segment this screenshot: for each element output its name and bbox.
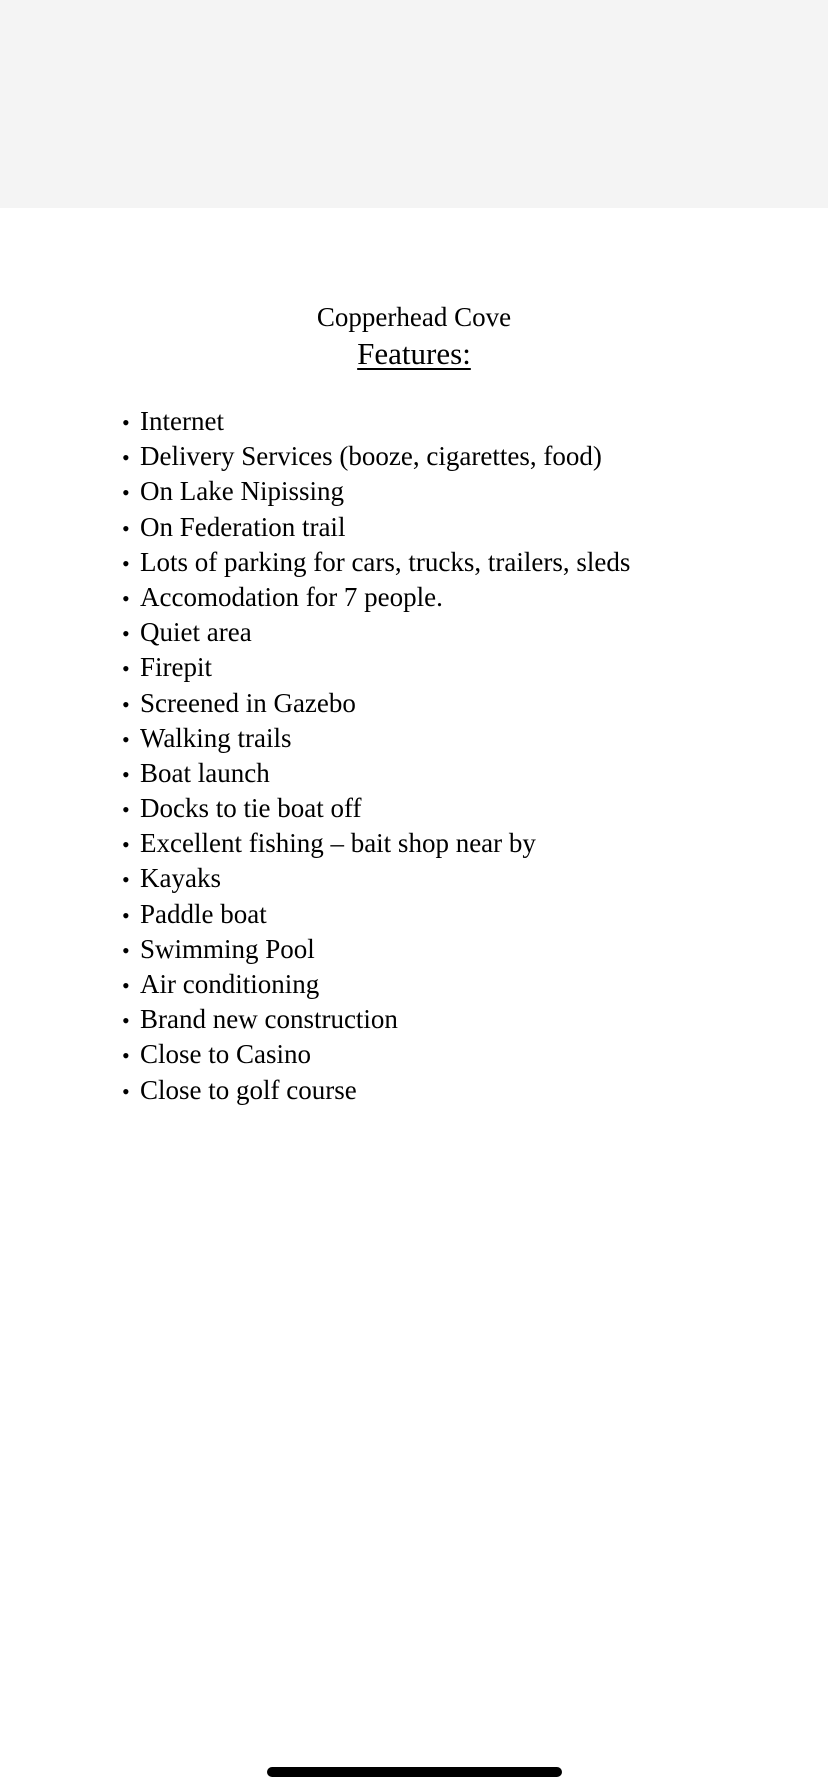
feature-item bbox=[122, 439, 630, 474]
feature-list bbox=[122, 404, 630, 1108]
bullet-icon: • bbox=[122, 515, 130, 541]
feature-label: Quiet area bbox=[140, 617, 252, 648]
feature-item bbox=[122, 404, 630, 439]
feature-item bbox=[122, 510, 630, 545]
feature-label: On Federation trail bbox=[140, 511, 346, 542]
bullet-icon: • bbox=[122, 797, 130, 823]
feature-item bbox=[122, 1002, 630, 1037]
bullet-icon: • bbox=[122, 445, 130, 471]
feature-item bbox=[122, 897, 630, 932]
feature-label: Lots of parking for cars, trucks, trailers, sleds bbox=[140, 546, 631, 577]
feature-label: Accomodation for 7 people. bbox=[140, 581, 443, 612]
bullet-icon: • bbox=[122, 656, 130, 682]
feature-item bbox=[122, 861, 630, 896]
bullet-icon: • bbox=[122, 867, 130, 893]
feature-item bbox=[122, 580, 630, 615]
feature-label: Delivery Services (booze, cigarettes, food) bbox=[140, 441, 602, 472]
feature-label: Screened in Gazebo bbox=[140, 687, 356, 718]
feature-label: Brand new construction bbox=[140, 1004, 398, 1035]
feature-item bbox=[122, 721, 630, 756]
feature-label: Kayaks bbox=[140, 863, 221, 894]
feature-item bbox=[122, 967, 630, 1002]
feature-item bbox=[122, 932, 630, 967]
document-title: Copperhead Cove bbox=[316, 302, 512, 332]
feature-label: Docks to tie boat off bbox=[140, 793, 362, 824]
bullet-icon: • bbox=[122, 902, 130, 928]
home-indicator[interactable] bbox=[267, 1767, 562, 1777]
bullet-icon: • bbox=[122, 937, 130, 963]
feature-label: Air conditioning bbox=[140, 969, 320, 999]
bullet-icon: • bbox=[122, 832, 130, 858]
bullet-icon: • bbox=[122, 410, 130, 435]
bullet-icon: • bbox=[122, 1008, 130, 1034]
feature-item bbox=[122, 686, 630, 721]
feature-label: Internet bbox=[140, 406, 224, 436]
bullet-icon: • bbox=[122, 585, 130, 611]
features-heading: Features: bbox=[357, 336, 471, 371]
document-page bbox=[0, 208, 828, 1792]
bullet-icon: • bbox=[122, 726, 130, 752]
feature-label: Paddle boat bbox=[140, 898, 267, 929]
feature-label: Walking trails bbox=[140, 722, 292, 753]
feature-item bbox=[122, 474, 630, 509]
bullet-icon: • bbox=[122, 480, 130, 506]
feature-label: Close to golf course bbox=[140, 1074, 357, 1105]
bullet-icon: • bbox=[122, 621, 130, 647]
feature-label: Boat launch bbox=[140, 757, 270, 788]
feature-item bbox=[122, 650, 630, 685]
feature-label: Firepit bbox=[140, 652, 212, 683]
feature-item bbox=[122, 1037, 630, 1072]
top-band bbox=[0, 0, 828, 208]
bullet-icon: • bbox=[122, 1043, 130, 1069]
bullet-icon: • bbox=[122, 973, 130, 998]
feature-label: Swimming Pool bbox=[140, 933, 315, 964]
feature-item bbox=[122, 791, 630, 826]
feature-label: Excellent fishing – bait shop near by bbox=[140, 828, 536, 859]
feature-item bbox=[122, 756, 630, 791]
feature-item bbox=[122, 826, 630, 861]
bullet-icon: • bbox=[122, 691, 130, 717]
feature-item bbox=[122, 1073, 630, 1108]
bullet-icon: • bbox=[122, 761, 130, 787]
feature-item bbox=[122, 545, 630, 580]
feature-label: On Lake Nipissing bbox=[140, 476, 344, 507]
feature-item bbox=[122, 615, 630, 650]
bullet-icon: • bbox=[122, 550, 130, 576]
feature-label: Close to Casino bbox=[140, 1039, 312, 1070]
bullet-icon: • bbox=[122, 1078, 130, 1104]
